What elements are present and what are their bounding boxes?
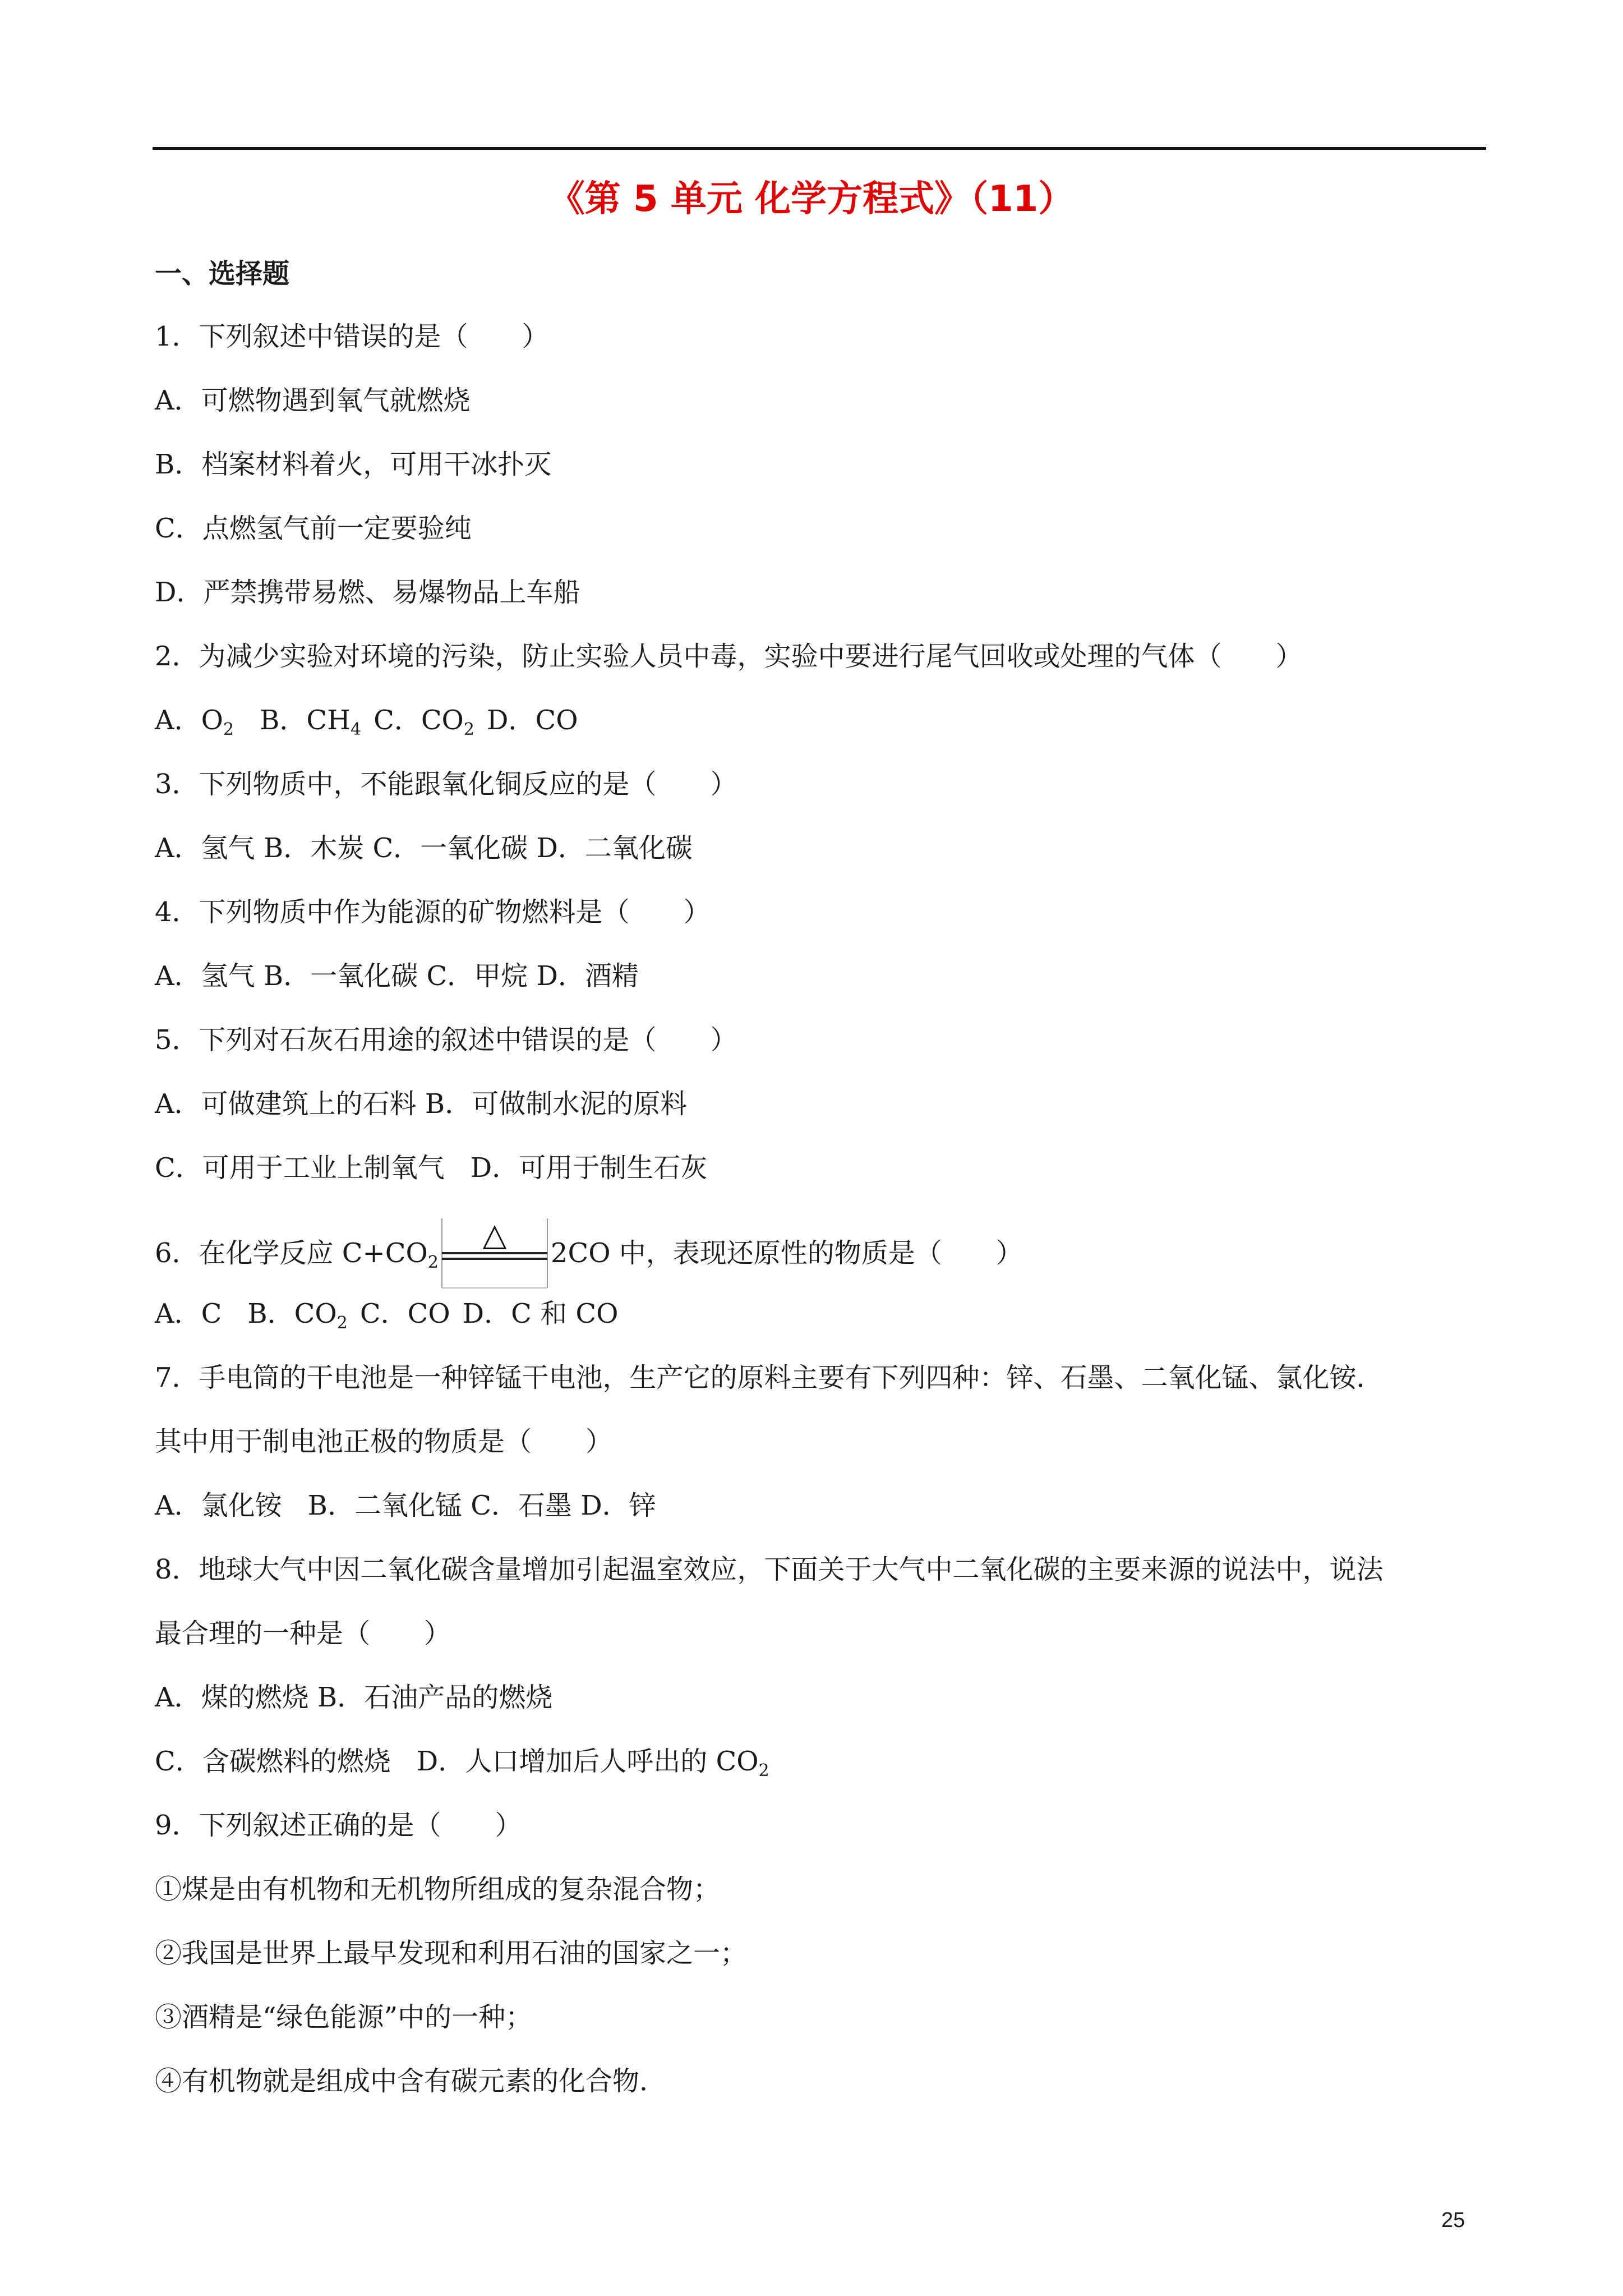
q6-option-a: A．C: [155, 1298, 222, 1329]
q5-options-ab: A．可做建筑上的石料 B．可做制水泥的原料: [155, 1088, 688, 1120]
q2-option-d: D．CO: [487, 705, 578, 736]
q1-stem: 1．下列叙述中错误的是（ ）: [155, 321, 549, 352]
q7-options: [155, 1483, 656, 1528]
section-heading: 一、选择题: [155, 258, 290, 289]
q2-option-a: A．$O_2$: [155, 705, 234, 739]
q8-option-d: D．人口增加后人呼出的 $CO_2$: [416, 1746, 769, 1780]
q7-options-bcd: B．二氧化锰 C．石墨 D．锌: [307, 1490, 656, 1521]
q2-options: [155, 698, 578, 743]
q2-option-b: B．$CH_4$: [260, 705, 362, 739]
q5-option-d: D．可用于制生石灰: [470, 1152, 708, 1184]
q2-option-c: C．$CO_2$: [374, 705, 474, 739]
heating-symbol: △: [482, 1217, 507, 1253]
q9-statement-3: ③酒精是“绿色能源”中的一种；: [155, 2001, 533, 2033]
q6-option-d: D．C 和 CO: [462, 1298, 619, 1329]
q9-statement-2: ②我国是世界上最早发现和利用石油的国家之一；: [155, 1938, 748, 1969]
q2-stem: 2．为减少实验对环境的污染，防止实验人员中毒，实验中要进行尾气回收或处理的气体（ ）: [155, 641, 1303, 672]
q9-stem: 9．下列叙述正确的是（ ）: [155, 1810, 522, 1841]
page-number: 25: [1441, 2208, 1465, 2232]
q4-options: A．氢气 B．一氧化碳 C．甲烷 D．酒精: [155, 960, 639, 992]
q3-options: A．氢气 B．木炭 C．一氧化碳 D．二氧化碳: [155, 832, 693, 864]
q1-option-c: C．点燃氢气前一定要验纯: [155, 513, 472, 544]
q7-option-a: A．氯化铵: [155, 1490, 282, 1521]
q8-options-cd: [155, 1739, 769, 1784]
q9-statement-4: ④有机物就是组成中含有碳元素的化合物．: [155, 2065, 667, 2097]
q5-stem: 5．下列对石灰石用途的叙述中错误的是（ ）: [155, 1024, 737, 1056]
q1-option-a: A．可燃物遇到氧气就燃烧: [155, 385, 471, 416]
q6-options: [155, 1291, 618, 1336]
q8-options-ab: A．煤的燃烧 B．石油产品的燃烧: [155, 1682, 553, 1713]
q5-option-c: C．可用于工业上制氧气: [155, 1152, 445, 1184]
header-rule: [153, 147, 1486, 150]
q3-stem: 3．下列物质中，不能跟氧化铜反应的是（ ）: [155, 769, 737, 800]
q7-stem-line1: 7．手电筒的干电池是一种锌锰干电池，生产它的原料主要有下列四种：锌、石墨、二氧化锰、氯化铵．: [155, 1362, 1384, 1393]
q8-stem-line1: 8．地球大气中因二氧化碳含量增加引起温室效应，下面关于大气中二氧化碳的主要来源的说法中，说法: [155, 1554, 1384, 1585]
q1-option-d: D．严禁携带易燃、易爆物品上车船: [155, 577, 580, 608]
q7-stem-line2: 其中用于制电池正极的物质是（ ）: [155, 1426, 613, 1457]
page-title: 《第 5 单元 化学方程式》（11）: [548, 178, 1075, 220]
reaction-condition-arrow: [441, 1217, 548, 1289]
q8-stem-line2: 最合理的一种是（ ）: [155, 1618, 451, 1649]
q4-stem: 4．下列物质中作为能源的矿物燃料是（ ）: [155, 896, 711, 928]
q6-option-b: B．$CO_2$: [247, 1298, 348, 1333]
q5-options-cd: [155, 1145, 707, 1190]
q6-stem: 6．在化学反应 $C+CO_2$ △ 2CO 中，表现还原性的物质是（ ）: [155, 1217, 1023, 1289]
q1-option-b: B．档案材料着火，可用干冰扑灭: [155, 449, 552, 480]
q8-option-c: C．含碳燃料的燃烧: [155, 1746, 391, 1777]
q6-option-c: C．CO: [359, 1298, 450, 1329]
q9-statement-1: ①煤是由有机物和无机物所组成的复杂混合物；: [155, 1874, 721, 1905]
